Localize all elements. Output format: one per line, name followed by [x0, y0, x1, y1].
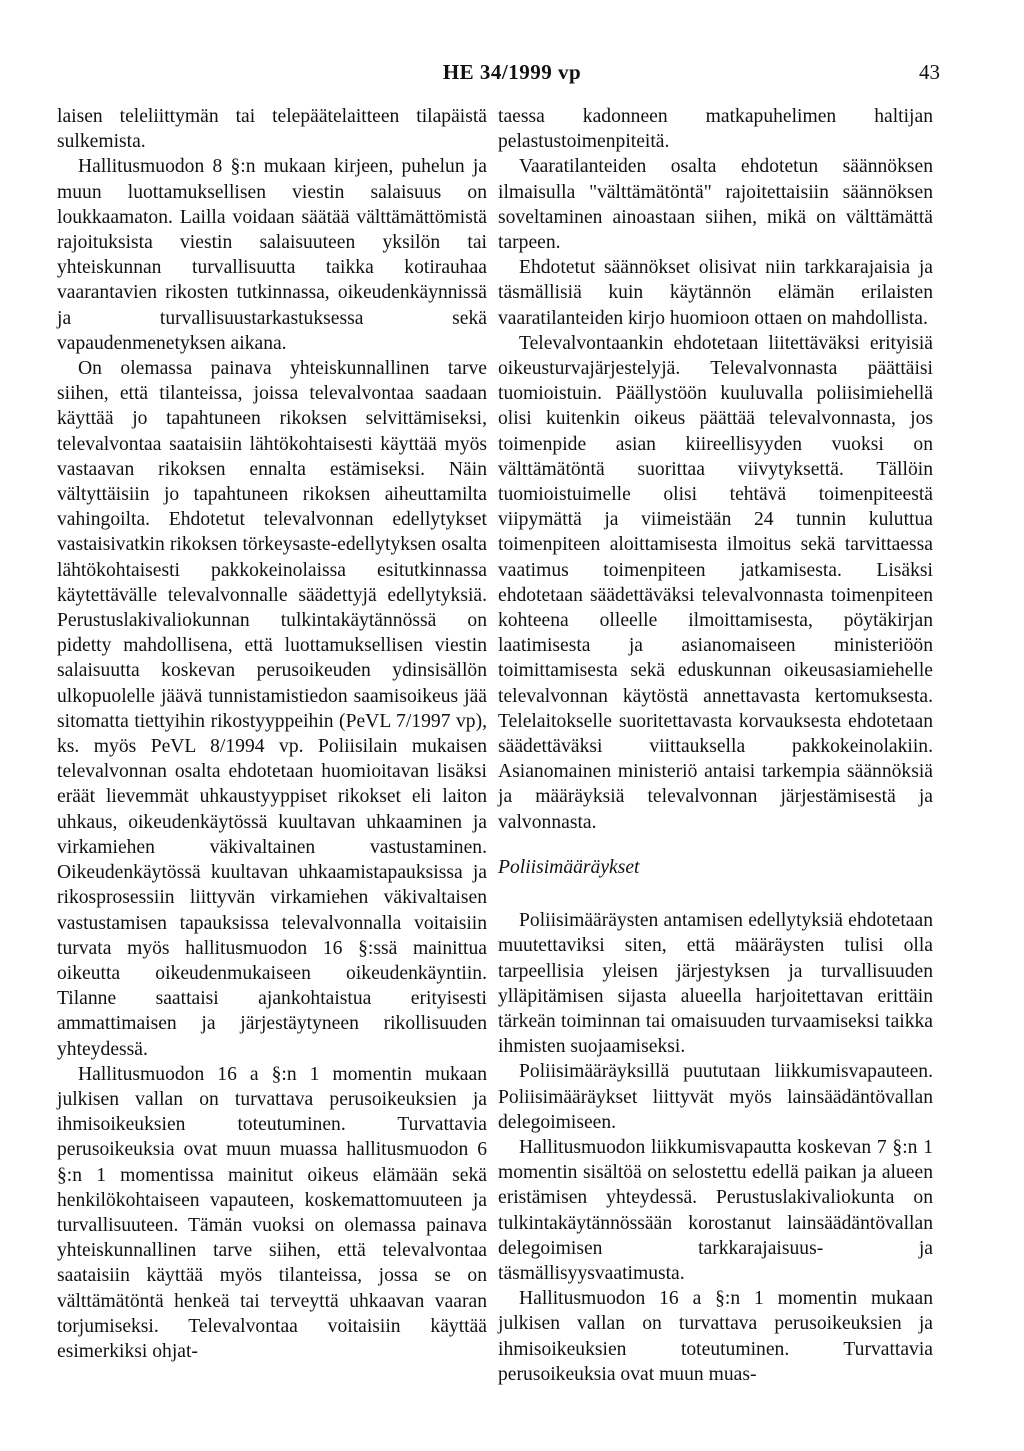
- right-column: [498, 104, 933, 1387]
- paragraph: taessa kadonneen matkapuhelimen haltijan pelastustoimenpiteitä.: [498, 106, 933, 153]
- paragraph: Televalvontaankin ehdotetaan liitettäväksi erityisiä oikeusturvajärjestelyjä. Televalvonnasta päättäisi tuomioistuin. Päällystöön kuuluvalla poliisimiehellä olisi kuitenkin oikeus päättää televalvonnasta, jos toimenpide asian kiireellisyyden vuoksi on välttämätöntä suorittaa viivytyksettä. Tällöin tuomioistuimelle olisi tehtävä toimenpiteestä viipymättä ja viimeistään 24 tunnin kuluttua toimenpiteen aloittamisesta ilmoitus sekä tarvittaessa vaatimus toimenpiteen jatkamisesta. Lisäksi ehdotetaan säädettäväksi televalvonnasta toimenpiteen kohteena olleelle ilmoittamisesta, pöytäkirjan laatimisesta ja asianomaiseen ministeriöön toimittamisesta sekä eduskunnan oikeusasiamiehelle televalvonnan käytöstä annettavasta kertomuksesta. Telelaitokselle suoritettavasta korvauksesta ehdotetaan säädettäväksi viittauksella pakkokeinolakiin. Asianomainen ministeriö antaisi tarkempia säännöksiä ja määräyksiä televalvonnan järjestämisestä ja valvonnasta.: [498, 332, 933, 833]
- paragraph: Hallitusmuodon 16 a §:n 1 momentin mukaan julkisen vallan on turvattava perusoikeuksien ja ihmisoikeuksien toteutuminen. Turvattavia perusoikeuksia ovat muun muas-: [498, 1288, 933, 1385]
- left-column: [57, 104, 487, 1364]
- paragraph: Poliisimääräysten antamisen edellytyksiä ehdotetaan muutettaviksi siten, että määräysten tulisi olla tarpeellisia yleisen järjestyksen ja turvallisuuden ylläpitämisen sijasta alueella harjoitettavan erittäin tärkeän toiminnan tai omaisuuden turvaamiseksi taikka ihmisten suojaamiseksi.: [498, 910, 933, 1058]
- page-header: [0, 60, 1024, 90]
- document-id: HE 34/1999 vp: [442, 60, 582, 84]
- paragraph: laisen teleliittymän tai telepäätelaitteen tilapäistä sulkemista.: [57, 106, 487, 153]
- paragraph: Hallitusmuodon 8 §:n mukaan kirjeen, puhelun ja muun luottamuksellisen viestin salaisuus on loukkaamaton. Lailla voidaan säätää välttämättömistä rajoituksista viestin salaisuuteen yksilön tai yhteiskunnan turvallisuutta taikka kotirauhaa vaarantavien rikosten tutkinnassa, oikeudenkäynnissä ja turvallisuustarkastuksessa sekä vapaudenmenetyksen aikana.: [57, 156, 487, 354]
- paragraph: Poliisimääräyksillä puututaan liikkumisvapauteen. Poliisimääräykset liittyvät myös lainsäädäntövallan delegoimiseen.: [498, 1061, 933, 1133]
- section-heading: Poliisimääräykset: [498, 856, 640, 878]
- paragraph: Hallitusmuodon liikkumisvapautta koskevan 7 §:n 1 momentin sisältöä on selostettu edellä paikan ja alueen eristämisen yhteydessä. Perustuslakivaliokunta on tulkintakäytännössään korostanut lainsäädäntövallan delegoimisen tarkkarajaisuus- ja täsmällisyysvaatimusta.: [498, 1136, 933, 1284]
- paragraph: Vaaratilanteiden osalta ehdotetun säännöksen ilmaisulla "välttämätöntä" rajoitettaisiin säännöksen soveltaminen ainoastaan siihen, mikä on välttämättä tarpeen.: [498, 156, 933, 254]
- page-number: 43: [919, 60, 940, 84]
- paragraph: Hallitusmuodon 16 a §:n 1 momentin mukaan julkisen vallan on turvattava perusoikeuksien ja ihmisoikeuksien toteutuminen. Turvattavia perusoikeuksia ovat muun muassa hallitusmuodon 6 §:n 1 momentissa mainitut oikeus elämään sekä henkilökohtaiseen vapauteen, koskemattomuuteen ja turvallisuuteen. Tämän vuoksi on olemassa painava yhteiskunnallinen tarve siihen, että televalvontaa saataisiin käyttää myös tilanteissa, jossa se on välttämätöntä henkeä tai terveyttä uhkaavan vaaran torjumiseksi. Televalvontaa voitaisiin käyttää esimerkiksi ohjat-: [57, 1063, 487, 1362]
- paragraph: Ehdotetut säännökset olisivat niin tarkkarajaisia ja täsmällisiä kuin käytännön elämän erilaisten vaaratilanteiden kirjo huomioon ottaen on mahdollista.: [498, 257, 933, 329]
- paragraph: On olemassa painava yhteiskunnallinen tarve siihen, että tilanteissa, joissa televalvontaa saadaan käyttää jo tapahtuneen rikoksen selvittämiseksi, televalvontaa saataisiin lähtökohtaisesti käyttää myös vastaavan rikoksen ennalta estämiseksi. Näin vältyttäisiin jo tapahtuneen rikoksen aiheuttamilta vahingoilta. Ehdotetut televalvonnan edellytykset vastaisivatkin rikoksen törkeysaste-edellytyksen osalta lähtökohtaisesti pakkokeinolaissa esitutkinnassa käytettävälle televalvonnalle säädettyjä edellytyksiä. Perustuslakivaliokunnan tulkintakäytännössä on pidetty mahdollisena, että luottamuksellisen viestin salaisuutta koskevan perusoikeuden ydinsisällön ulkopuolelle jäävä tunnistamistiedon saamisoikeus jää sitomatta tiettyihin rikostyyppeihin (PeVL 7/1997 vp), ks. myös PeVL 8/1994 vp. Poliisilain mukaisen televalvonnan osalta ehdotetaan huomioitavan lisäksi eräät lievemmät uhkaustyyppiset rikokset eli laiton uhkaus, oikeudenkäytössä kuultavan uhkaaminen ja virkamiehen väkivaltainen vastustaminen. Oikeudenkäytössä kuultavan uhkaamistapauksissa ja rikosprosessiin liittyvän virkamiehen väkivaltaisen vastustamisen tapauksissa televalvonnalla voitaisiin turvata myös hallitusmuodon 16 §:ssä mainittua oikeutta oikeudenmukaiseen oikeudenkäyntiin. Tilanne saattaisi ajankohtaistua erityisesti ammattimaisen ja järjestäytyneen rikollisuuden yhteydessä.: [57, 358, 487, 1060]
